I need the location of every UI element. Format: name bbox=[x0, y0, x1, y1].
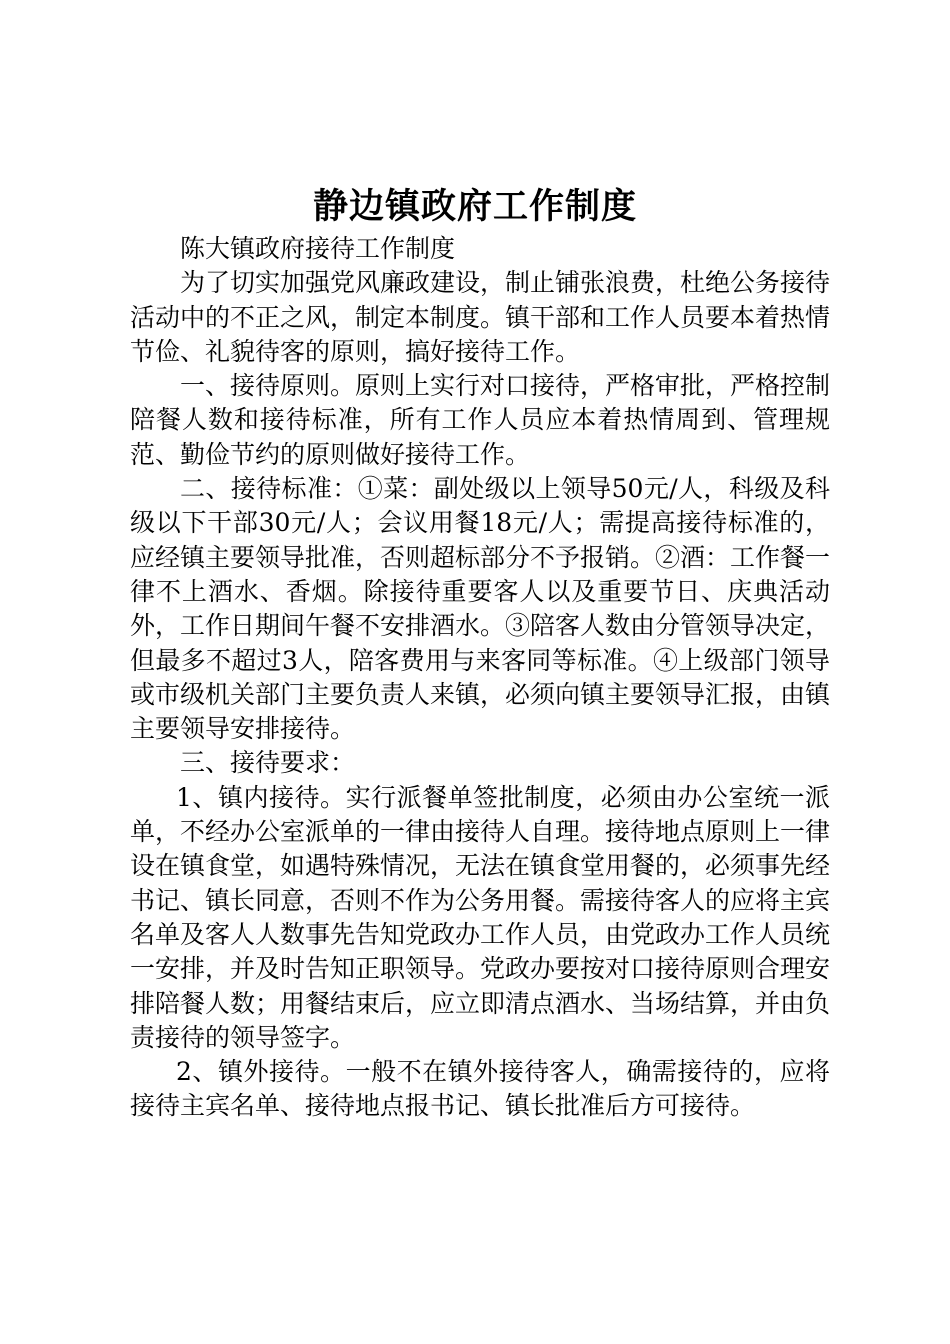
paragraph-internal-reception: 1、镇内接待。实行派餐单签批制度，必须由办公室统一派单，不经办公室派单的一律由接待人自理。接待地点原则上一律设在镇食堂，如遇特殊情况，无法在镇食堂用餐的，必须事先经书记、镇长同意，否则不作为公务用餐。需接待客人的应将主宾名单及客人人数事先告知党政办工作人员，由党政办工作人员统一安排，并及时告知正职领导。党政办要按对口接待原则合理安排陪餐人数；用餐结束后，应立即清点酒水、当场结算，并由负责接待的领导签字。 bbox=[130, 782, 831, 1052]
paragraph-standard: 二、接待标准：①菜：副处级以上领导50元/人，科级及科级以下干部30元/人；会议用餐18元/人；需提高接待标准的，应经镇主要领导批准，否则超标部分不予报销。②酒：工作餐一律不上酒水、香烟。除接待重要客人以及重要节日、庆典活动外，工作日期间午餐不安排酒水。③陪客人数由分管领导决定，但最多不超过3人，陪客费用与来客同等标准。④上级部门领导或市级机关部门主要负责人来镇，必须向镇主要领导汇报，由镇主要领导安排接待。 bbox=[130, 474, 831, 744]
paragraph-external-reception: 2、镇外接待。一般不在镇外接待客人，确需接待的，应将接待主宾名单、接待地点报书记、镇长批准后方可接待。 bbox=[130, 1057, 830, 1121]
paragraph-requirements-heading: 三、接待要求： bbox=[180, 748, 356, 778]
paragraph-subtitle: 陈大镇政府接待工作制度 bbox=[180, 234, 456, 263]
document-title: 静边镇政府工作制度 bbox=[312, 186, 637, 227]
paragraph-intro: 为了切实加强党风廉政建设，制止铺张浪费，杜绝公务接待活动中的不正之风，制定本制度。镇干部和工作人员要本着热情节俭、礼貌待客的原则，搞好接待工作。 bbox=[130, 268, 831, 366]
paragraph-principle: 一、接待原则。原则上实行对口接待，严格审批，严格控制陪餐人数和接待标准，所有工作人员应本着热情周到、管理规范、勤俭节约的原则做好接待工作。 bbox=[130, 371, 831, 469]
document-body bbox=[130, 232, 830, 1124]
